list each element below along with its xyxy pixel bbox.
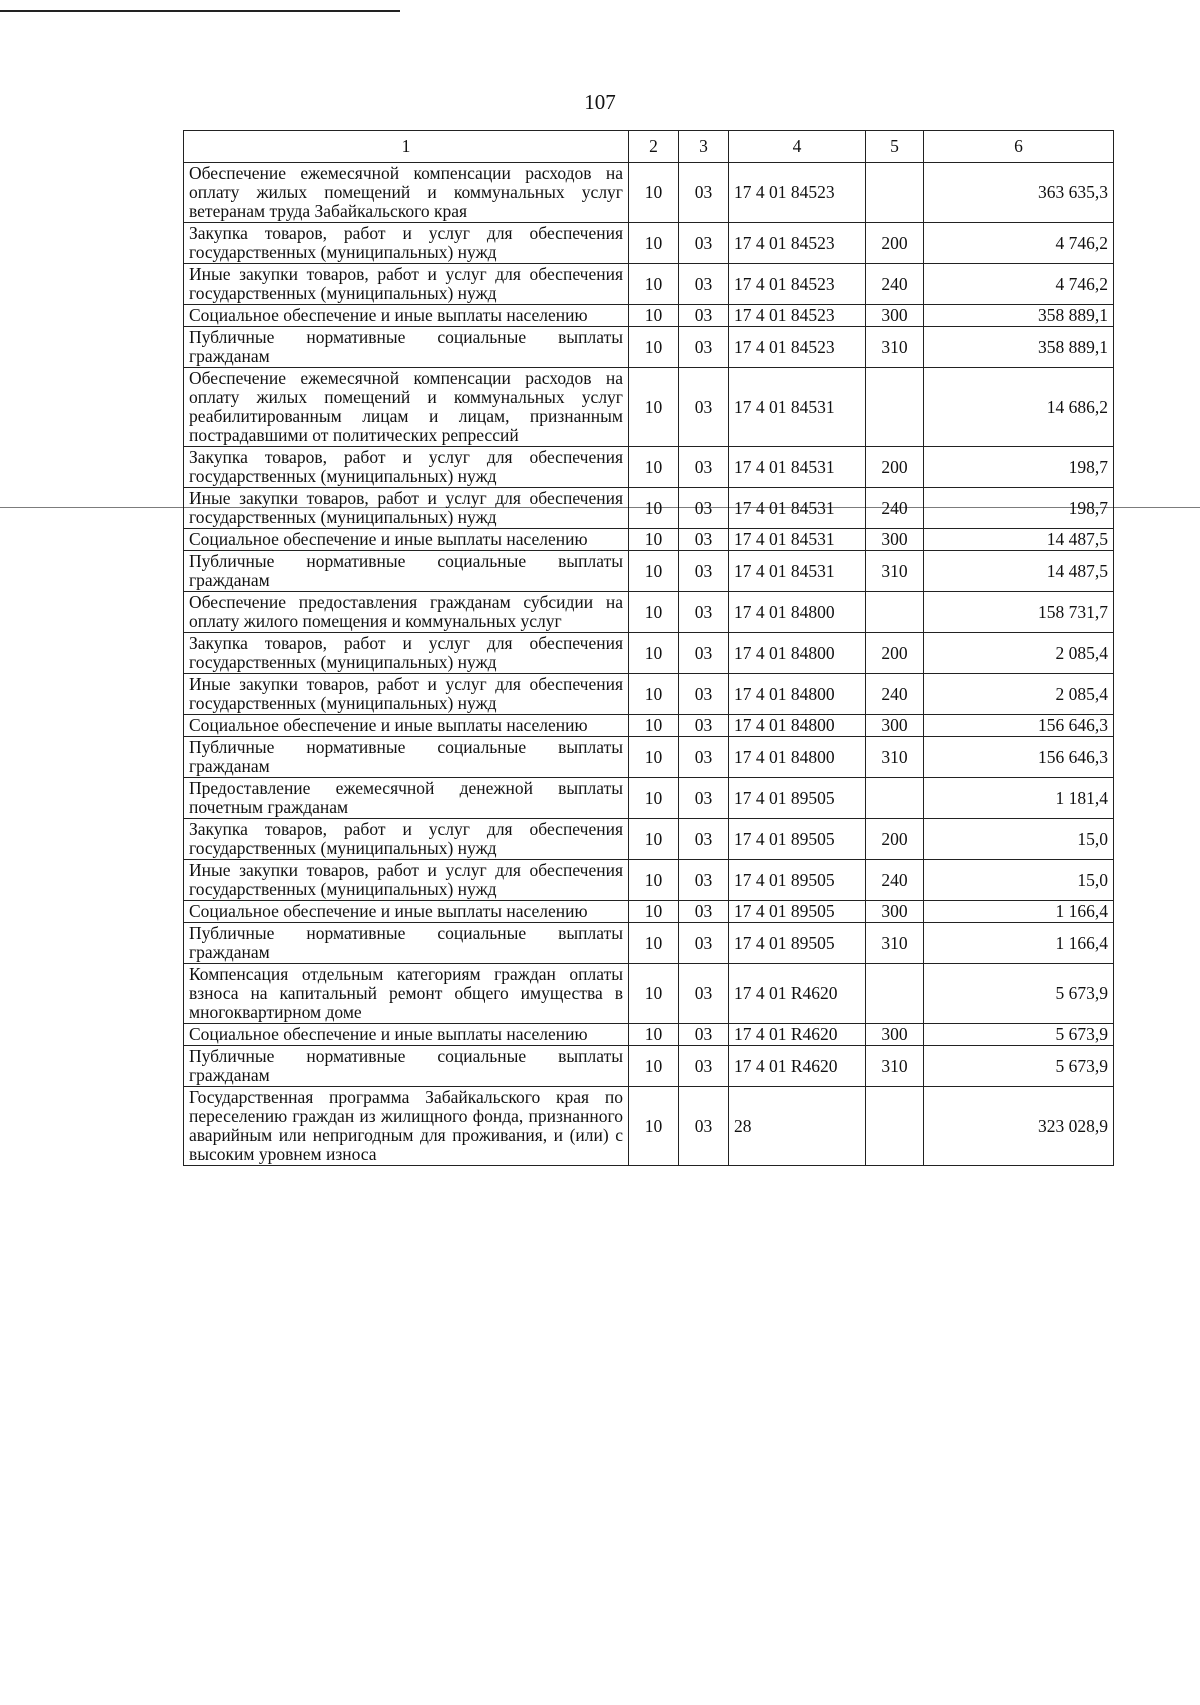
expense-type-code: 300 bbox=[866, 305, 924, 327]
table-row bbox=[184, 368, 1114, 447]
table-row bbox=[184, 488, 1114, 529]
section-code: 10 bbox=[629, 163, 679, 223]
section-code: 10 bbox=[629, 819, 679, 860]
row-description: Закупка товаров, работ и услуг для обеспечения государственных (муниципальных) нужд bbox=[184, 819, 629, 860]
amount: 5 673,9 bbox=[924, 1024, 1114, 1046]
table-row bbox=[184, 1046, 1114, 1087]
target-article-code: 17 4 01 84800 bbox=[729, 737, 866, 778]
expense-type-code: 200 bbox=[866, 223, 924, 264]
row-description: Государственная программа Забайкальского края по переселению граждан из жилищного фонда, признанного аварийным или непригодным для проживания, и (или) с высоким уровнем износа bbox=[184, 1087, 629, 1166]
row-description: Публичные нормативные социальные выплаты гражданам bbox=[184, 1046, 629, 1087]
subsection-code: 03 bbox=[679, 901, 729, 923]
amount: 198,7 bbox=[924, 488, 1114, 529]
target-article-code: 17 4 01 84523 bbox=[729, 305, 866, 327]
amount: 1 166,4 bbox=[924, 901, 1114, 923]
column-header: 3 bbox=[679, 131, 729, 163]
target-article-code: 17 4 01 89505 bbox=[729, 778, 866, 819]
target-article-code: 17 4 01 R4620 bbox=[729, 964, 866, 1024]
target-article-code: 17 4 01 89505 bbox=[729, 901, 866, 923]
expense-type-code: 300 bbox=[866, 715, 924, 737]
table-row bbox=[184, 674, 1114, 715]
row-description: Обеспечение предоставления гражданам субсидии на оплату жилого помещения и коммунальных услуг bbox=[184, 592, 629, 633]
subsection-code: 03 bbox=[679, 923, 729, 964]
row-description: Социальное обеспечение и иные выплаты населению bbox=[184, 1024, 629, 1046]
section-code: 10 bbox=[629, 737, 679, 778]
amount: 15,0 bbox=[924, 819, 1114, 860]
expense-type-code: 310 bbox=[866, 737, 924, 778]
table-row bbox=[184, 737, 1114, 778]
subsection-code: 03 bbox=[679, 1024, 729, 1046]
table-row bbox=[184, 819, 1114, 860]
expense-type-code: 200 bbox=[866, 447, 924, 488]
expense-type-code bbox=[866, 163, 924, 223]
section-code: 10 bbox=[629, 368, 679, 447]
table-row bbox=[184, 1087, 1114, 1166]
expense-type-code: 310 bbox=[866, 327, 924, 368]
target-article-code: 17 4 01 84523 bbox=[729, 264, 866, 305]
row-description: Иные закупки товаров, работ и услуг для обеспечения государственных (муниципальных) нужд bbox=[184, 674, 629, 715]
row-description: Публичные нормативные социальные выплаты гражданам bbox=[184, 923, 629, 964]
subsection-code: 03 bbox=[679, 592, 729, 633]
section-code: 10 bbox=[629, 1024, 679, 1046]
amount: 1 181,4 bbox=[924, 778, 1114, 819]
expense-type-code bbox=[866, 592, 924, 633]
column-header: 6 bbox=[924, 131, 1114, 163]
row-description: Публичные нормативные социальные выплаты гражданам bbox=[184, 327, 629, 368]
row-description: Публичные нормативные социальные выплаты гражданам bbox=[184, 551, 629, 592]
amount: 156 646,3 bbox=[924, 715, 1114, 737]
row-description: Социальное обеспечение и иные выплаты населению bbox=[184, 305, 629, 327]
table-row bbox=[184, 964, 1114, 1024]
row-description: Предоставление ежемесячной денежной выплаты почетным гражданам bbox=[184, 778, 629, 819]
table-row bbox=[184, 327, 1114, 368]
table-row bbox=[184, 551, 1114, 592]
row-description: Обеспечение ежемесячной компенсации расходов на оплату жилых помещений и коммунальных услуг реабилитированным лицам и лицам, признанным пострадавшими от политических репрессий bbox=[184, 368, 629, 447]
target-article-code: 17 4 01 84523 bbox=[729, 163, 866, 223]
target-article-code: 17 4 01 R4620 bbox=[729, 1046, 866, 1087]
expense-type-code: 300 bbox=[866, 1024, 924, 1046]
section-code: 10 bbox=[629, 551, 679, 592]
amount: 198,7 bbox=[924, 447, 1114, 488]
table-row bbox=[184, 633, 1114, 674]
section-code: 10 bbox=[629, 447, 679, 488]
amount: 15,0 bbox=[924, 860, 1114, 901]
amount: 14 686,2 bbox=[924, 368, 1114, 447]
table-header-row bbox=[184, 131, 1114, 163]
row-description: Иные закупки товаров, работ и услуг для обеспечения государственных (муниципальных) нужд bbox=[184, 488, 629, 529]
section-code: 10 bbox=[629, 923, 679, 964]
subsection-code: 03 bbox=[679, 1046, 729, 1087]
budget-table bbox=[183, 130, 1114, 1166]
target-article-code: 17 4 01 84523 bbox=[729, 223, 866, 264]
subsection-code: 03 bbox=[679, 860, 729, 901]
target-article-code: 17 4 01 84531 bbox=[729, 368, 866, 447]
column-header: 2 bbox=[629, 131, 679, 163]
expense-type-code: 200 bbox=[866, 633, 924, 674]
subsection-code: 03 bbox=[679, 715, 729, 737]
scan-artifact-line bbox=[0, 10, 400, 12]
section-code: 10 bbox=[629, 860, 679, 901]
amount: 14 487,5 bbox=[924, 529, 1114, 551]
section-code: 10 bbox=[629, 488, 679, 529]
section-code: 10 bbox=[629, 223, 679, 264]
target-article-code: 17 4 01 84800 bbox=[729, 715, 866, 737]
amount: 4 746,2 bbox=[924, 223, 1114, 264]
row-description: Обеспечение ежемесячной компенсации расходов на оплату жилых помещений и коммунальных услуг ветеранам труда Забайкальского края bbox=[184, 163, 629, 223]
table-body bbox=[184, 131, 1114, 1166]
target-article-code: 17 4 01 84800 bbox=[729, 674, 866, 715]
row-description: Публичные нормативные социальные выплаты гражданам bbox=[184, 737, 629, 778]
subsection-code: 03 bbox=[679, 305, 729, 327]
table-row bbox=[184, 223, 1114, 264]
amount: 14 487,5 bbox=[924, 551, 1114, 592]
column-header: 1 bbox=[184, 131, 629, 163]
table-row bbox=[184, 901, 1114, 923]
section-code: 10 bbox=[629, 305, 679, 327]
subsection-code: 03 bbox=[679, 529, 729, 551]
section-code: 10 bbox=[629, 715, 679, 737]
target-article-code: 17 4 01 89505 bbox=[729, 860, 866, 901]
section-code: 10 bbox=[629, 674, 679, 715]
section-code: 10 bbox=[629, 264, 679, 305]
expense-type-code bbox=[866, 1087, 924, 1166]
table-row bbox=[184, 447, 1114, 488]
expense-type-code: 240 bbox=[866, 674, 924, 715]
table-row bbox=[184, 778, 1114, 819]
page-number: 107 bbox=[584, 90, 616, 114]
table-row bbox=[184, 529, 1114, 551]
amount: 358 889,1 bbox=[924, 327, 1114, 368]
target-article-code: 17 4 01 84531 bbox=[729, 551, 866, 592]
subsection-code: 03 bbox=[679, 551, 729, 592]
section-code: 10 bbox=[629, 901, 679, 923]
amount: 2 085,4 bbox=[924, 633, 1114, 674]
expense-type-code bbox=[866, 778, 924, 819]
target-article-code: 17 4 01 R4620 bbox=[729, 1024, 866, 1046]
target-article-code: 17 4 01 84531 bbox=[729, 488, 866, 529]
row-description: Иные закупки товаров, работ и услуг для обеспечения государственных (муниципальных) нужд bbox=[184, 860, 629, 901]
expense-type-code: 310 bbox=[866, 1046, 924, 1087]
amount: 1 166,4 bbox=[924, 923, 1114, 964]
table-row bbox=[184, 860, 1114, 901]
expense-type-code: 310 bbox=[866, 551, 924, 592]
subsection-code: 03 bbox=[679, 674, 729, 715]
expense-type-code: 240 bbox=[866, 488, 924, 529]
target-article-code: 28 bbox=[729, 1087, 866, 1166]
amount: 323 028,9 bbox=[924, 1087, 1114, 1166]
expense-type-code: 300 bbox=[866, 901, 924, 923]
target-article-code: 17 4 01 84523 bbox=[729, 327, 866, 368]
subsection-code: 03 bbox=[679, 327, 729, 368]
subsection-code: 03 bbox=[679, 163, 729, 223]
amount: 156 646,3 bbox=[924, 737, 1114, 778]
subsection-code: 03 bbox=[679, 778, 729, 819]
amount: 158 731,7 bbox=[924, 592, 1114, 633]
target-article-code: 17 4 01 84800 bbox=[729, 592, 866, 633]
expense-type-code: 240 bbox=[866, 264, 924, 305]
amount: 2 085,4 bbox=[924, 674, 1114, 715]
row-description: Иные закупки товаров, работ и услуг для обеспечения государственных (муниципальных) нужд bbox=[184, 264, 629, 305]
subsection-code: 03 bbox=[679, 264, 729, 305]
expense-type-code bbox=[866, 368, 924, 447]
subsection-code: 03 bbox=[679, 368, 729, 447]
expense-type-code: 300 bbox=[866, 529, 924, 551]
expense-type-code: 240 bbox=[866, 860, 924, 901]
row-description: Социальное обеспечение и иные выплаты населению bbox=[184, 901, 629, 923]
table-row bbox=[184, 264, 1114, 305]
subsection-code: 03 bbox=[679, 447, 729, 488]
expense-type-code bbox=[866, 964, 924, 1024]
subsection-code: 03 bbox=[679, 633, 729, 674]
section-code: 10 bbox=[629, 633, 679, 674]
row-description: Компенсация отдельным категориям граждан оплаты взноса на капитальный ремонт общего имущества в многоквартирном доме bbox=[184, 964, 629, 1024]
subsection-code: 03 bbox=[679, 964, 729, 1024]
expense-type-code: 310 bbox=[866, 923, 924, 964]
section-code: 10 bbox=[629, 529, 679, 551]
table-row bbox=[184, 592, 1114, 633]
column-header: 4 bbox=[729, 131, 866, 163]
expense-type-code: 200 bbox=[866, 819, 924, 860]
amount: 358 889,1 bbox=[924, 305, 1114, 327]
table-row bbox=[184, 1024, 1114, 1046]
table-row bbox=[184, 923, 1114, 964]
target-article-code: 17 4 01 89505 bbox=[729, 923, 866, 964]
subsection-code: 03 bbox=[679, 819, 729, 860]
subsection-code: 03 bbox=[679, 1087, 729, 1166]
amount: 4 746,2 bbox=[924, 264, 1114, 305]
row-description: Закупка товаров, работ и услуг для обеспечения государственных (муниципальных) нужд bbox=[184, 223, 629, 264]
section-code: 10 bbox=[629, 1087, 679, 1166]
target-article-code: 17 4 01 84531 bbox=[729, 447, 866, 488]
section-code: 10 bbox=[629, 778, 679, 819]
section-code: 10 bbox=[629, 964, 679, 1024]
subsection-code: 03 bbox=[679, 737, 729, 778]
section-code: 10 bbox=[629, 327, 679, 368]
row-description: Социальное обеспечение и иные выплаты населению bbox=[184, 529, 629, 551]
row-description: Закупка товаров, работ и услуг для обеспечения государственных (муниципальных) нужд bbox=[184, 447, 629, 488]
table-row bbox=[184, 163, 1114, 223]
target-article-code: 17 4 01 84800 bbox=[729, 633, 866, 674]
amount: 363 635,3 bbox=[924, 163, 1114, 223]
row-description: Социальное обеспечение и иные выплаты населению bbox=[184, 715, 629, 737]
column-header: 5 bbox=[866, 131, 924, 163]
target-article-code: 17 4 01 84531 bbox=[729, 529, 866, 551]
target-article-code: 17 4 01 89505 bbox=[729, 819, 866, 860]
table-row bbox=[184, 305, 1114, 327]
section-code: 10 bbox=[629, 592, 679, 633]
row-description: Закупка товаров, работ и услуг для обеспечения государственных (муниципальных) нужд bbox=[184, 633, 629, 674]
subsection-code: 03 bbox=[679, 223, 729, 264]
table-row bbox=[184, 715, 1114, 737]
amount: 5 673,9 bbox=[924, 1046, 1114, 1087]
section-code: 10 bbox=[629, 1046, 679, 1087]
amount: 5 673,9 bbox=[924, 964, 1114, 1024]
subsection-code: 03 bbox=[679, 488, 729, 529]
